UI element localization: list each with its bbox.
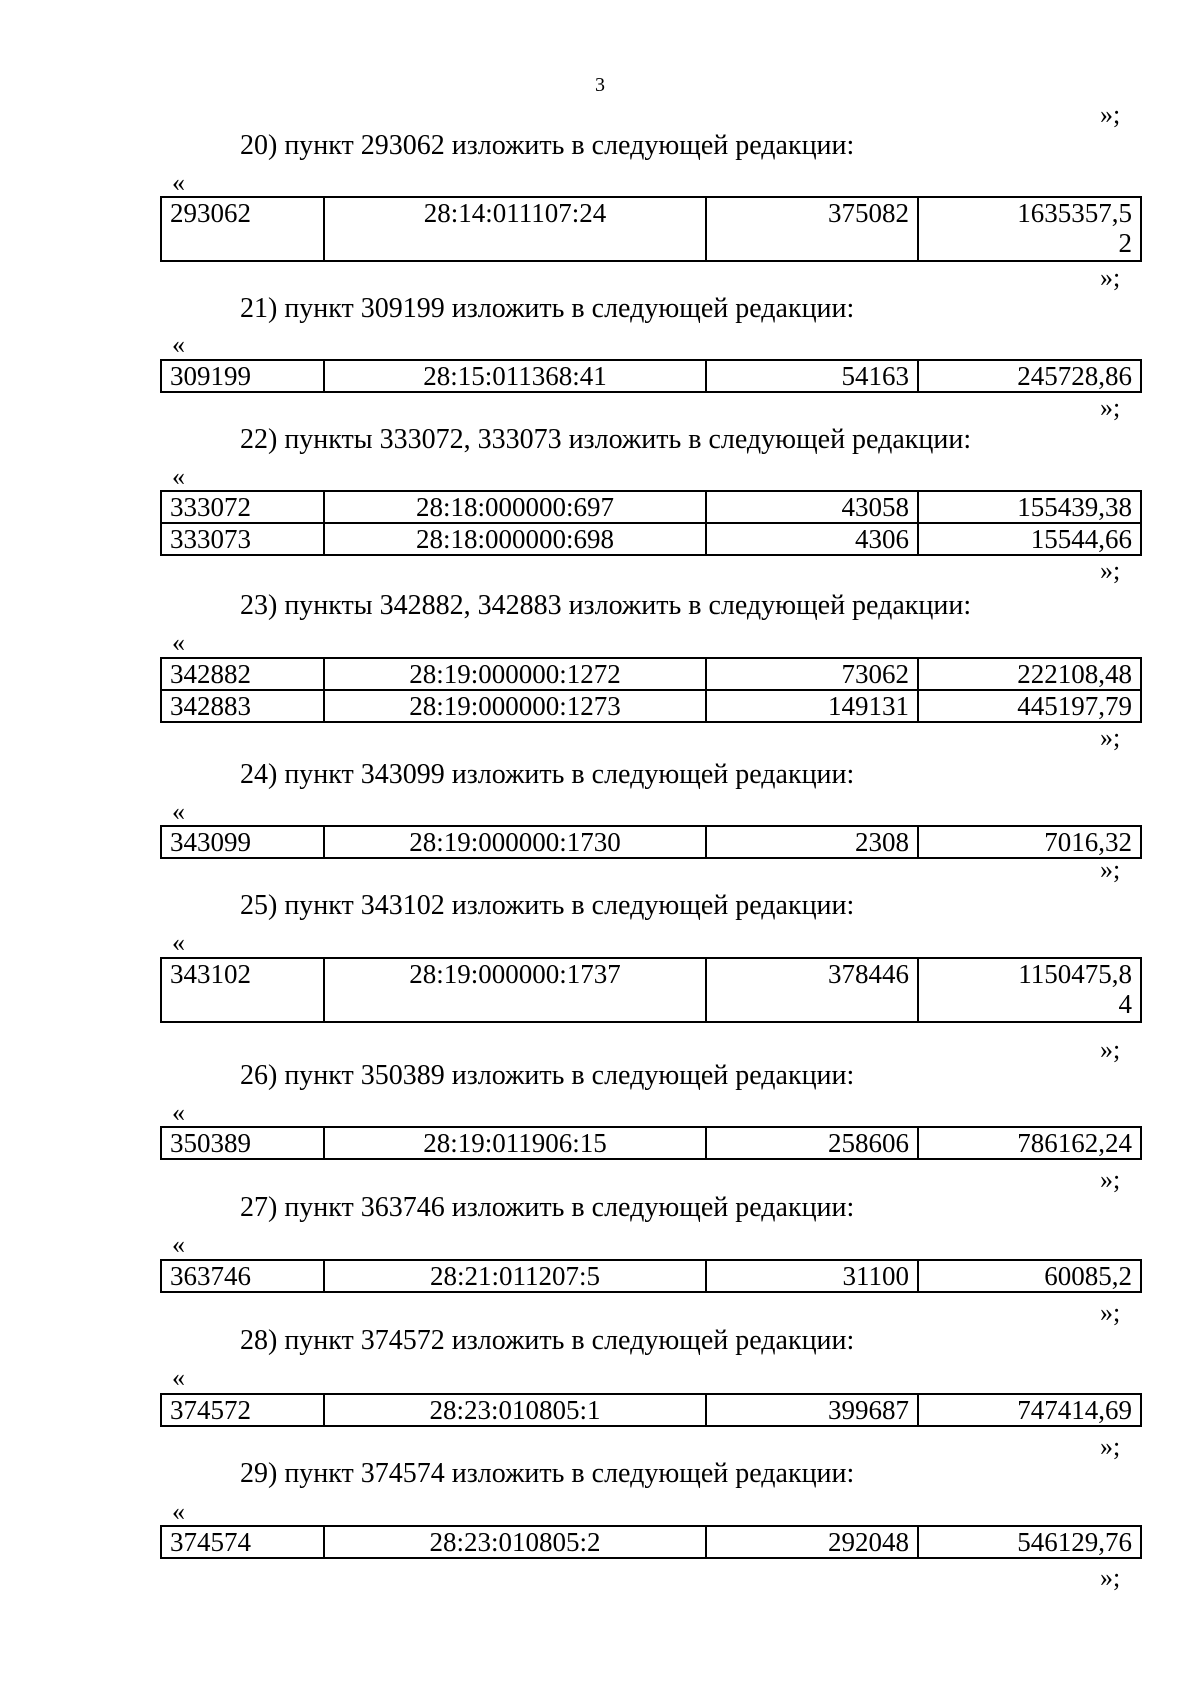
cadastral-number-cell: 28:23:010805:1: [324, 1394, 706, 1426]
item-number-cell: 333072: [161, 491, 324, 523]
opening-quote: «: [172, 1497, 185, 1526]
value-line: 1150475,8 4: [1018, 959, 1132, 1019]
closing-quote: »;: [1100, 100, 1121, 129]
area-cell: 4306: [706, 523, 918, 555]
closing-quote: »;: [1100, 1165, 1121, 1194]
closing-quote: »;: [1100, 1298, 1121, 1327]
area-cell: 258606: [706, 1127, 918, 1159]
amendment-table: [160, 1525, 1142, 1559]
cadastral-number-cell: 28:19:000000:1273: [324, 690, 706, 722]
cadastral-number-cell: 28:18:000000:698: [324, 523, 706, 555]
item-number-cell: 333073: [161, 523, 324, 555]
value-cell: 7016,32: [918, 826, 1141, 858]
item-number-cell: 343102: [161, 958, 324, 1022]
closing-quote: »;: [1100, 1563, 1121, 1592]
table-row: [161, 197, 1141, 261]
closing-quote: »;: [1100, 723, 1121, 752]
cadastral-number-cell: 28:19:000000:1737: [324, 958, 706, 1022]
closing-quote: »;: [1100, 556, 1121, 585]
table-row: [161, 1127, 1141, 1159]
amendment-table: [160, 1126, 1142, 1160]
table-row: [161, 523, 1141, 555]
amendment-table: [160, 825, 1142, 859]
cadastral-number-cell: 28:14:011107:24: [324, 197, 706, 261]
item-number-cell: 293062: [161, 197, 324, 261]
item-number-cell: 309199: [161, 360, 324, 392]
area-cell: 375082: [706, 197, 918, 261]
value-cell: 747414,69: [918, 1394, 1141, 1426]
area-cell: 73062: [706, 658, 918, 690]
table-row: [161, 360, 1141, 392]
area-cell: 2308: [706, 826, 918, 858]
opening-quote: «: [172, 168, 185, 197]
section-heading: 21) пункт 309199 изложить в следующей редакции:: [240, 293, 855, 324]
cadastral-number-cell: 28:23:010805:2: [324, 1526, 706, 1558]
cadastral-number-cell: 28:21:011207:5: [324, 1260, 706, 1292]
table-row: [161, 1394, 1141, 1426]
value-line: 1635357,5 2: [1017, 198, 1132, 258]
item-number-cell: 350389: [161, 1127, 324, 1159]
value-cell: 245728,86: [918, 360, 1141, 392]
amendment-table: [160, 359, 1142, 393]
section-heading: 23) пункты 342882, 342883 изложить в следующей редакции:: [240, 590, 972, 621]
closing-quote: »;: [1100, 393, 1121, 422]
item-number-cell: 342882: [161, 658, 324, 690]
item-number-cell: 342883: [161, 690, 324, 722]
table-row: [161, 690, 1141, 722]
area-cell: 149131: [706, 690, 918, 722]
item-number-cell: 374574: [161, 1526, 324, 1558]
value-cell: 222108,48: [918, 658, 1141, 690]
amendment-table: [160, 490, 1142, 556]
value-cell: [918, 958, 1141, 1022]
item-number-cell: 374572: [161, 1394, 324, 1426]
value-cell: 786162,24: [918, 1127, 1141, 1159]
opening-quote: «: [172, 797, 185, 826]
amendment-table: [160, 1259, 1142, 1293]
area-cell: 54163: [706, 360, 918, 392]
closing-quote: »;: [1100, 855, 1121, 884]
area-cell: 399687: [706, 1394, 918, 1426]
table-row: [161, 491, 1141, 523]
opening-quote: «: [172, 1098, 185, 1127]
section-heading: 27) пункт 363746 изложить в следующей редакции:: [240, 1192, 855, 1223]
section-heading: 28) пункт 374572 изложить в следующей редакции:: [240, 1325, 855, 1356]
section-heading: 22) пункты 333072, 333073 изложить в следующей редакции:: [240, 424, 972, 455]
value-cell: [918, 197, 1141, 261]
closing-quote: »;: [1100, 263, 1121, 292]
opening-quote: «: [172, 928, 185, 957]
opening-quote: «: [172, 628, 185, 657]
value-cell: 546129,76: [918, 1526, 1141, 1558]
amendment-table: [160, 196, 1142, 262]
opening-quote: «: [172, 462, 185, 491]
section-heading: 20) пункт 293062 изложить в следующей редакции:: [240, 130, 855, 161]
value-cell: 445197,79: [918, 690, 1141, 722]
area-cell: 378446: [706, 958, 918, 1022]
section-heading: 26) пункт 350389 изложить в следующей редакции:: [240, 1060, 855, 1091]
table-row: [161, 1260, 1141, 1292]
value-cell: 155439,38: [918, 491, 1141, 523]
closing-quote: »;: [1100, 1432, 1121, 1461]
table-row: [161, 658, 1141, 690]
area-cell: 31100: [706, 1260, 918, 1292]
cadastral-number-cell: 28:19:000000:1730: [324, 826, 706, 858]
area-cell: 43058: [706, 491, 918, 523]
item-number-cell: 363746: [161, 1260, 324, 1292]
amendment-table: [160, 957, 1142, 1023]
section-heading: 25) пункт 343102 изложить в следующей редакции:: [240, 890, 855, 921]
section-heading: 29) пункт 374574 изложить в следующей редакции:: [240, 1458, 855, 1489]
opening-quote: «: [172, 1230, 185, 1259]
cadastral-number-cell: 28:15:011368:41: [324, 360, 706, 392]
area-cell: 292048: [706, 1526, 918, 1558]
item-number-cell: 343099: [161, 826, 324, 858]
cadastral-number-cell: 28:18:000000:697: [324, 491, 706, 523]
table-row: [161, 958, 1141, 1022]
opening-quote: «: [172, 1363, 185, 1392]
section-heading: 24) пункт 343099 изложить в следующей редакции:: [240, 759, 855, 790]
cadastral-number-cell: 28:19:000000:1272: [324, 658, 706, 690]
value-cell: 15544,66: [918, 523, 1141, 555]
page-number: 3: [595, 74, 605, 96]
opening-quote: «: [172, 330, 185, 359]
value-cell: 60085,2: [918, 1260, 1141, 1292]
table-row: [161, 1526, 1141, 1558]
cadastral-number-cell: 28:19:011906:15: [324, 1127, 706, 1159]
amendment-table: [160, 657, 1142, 723]
closing-quote: »;: [1100, 1035, 1121, 1064]
amendment-table: [160, 1393, 1142, 1427]
table-row: [161, 826, 1141, 858]
